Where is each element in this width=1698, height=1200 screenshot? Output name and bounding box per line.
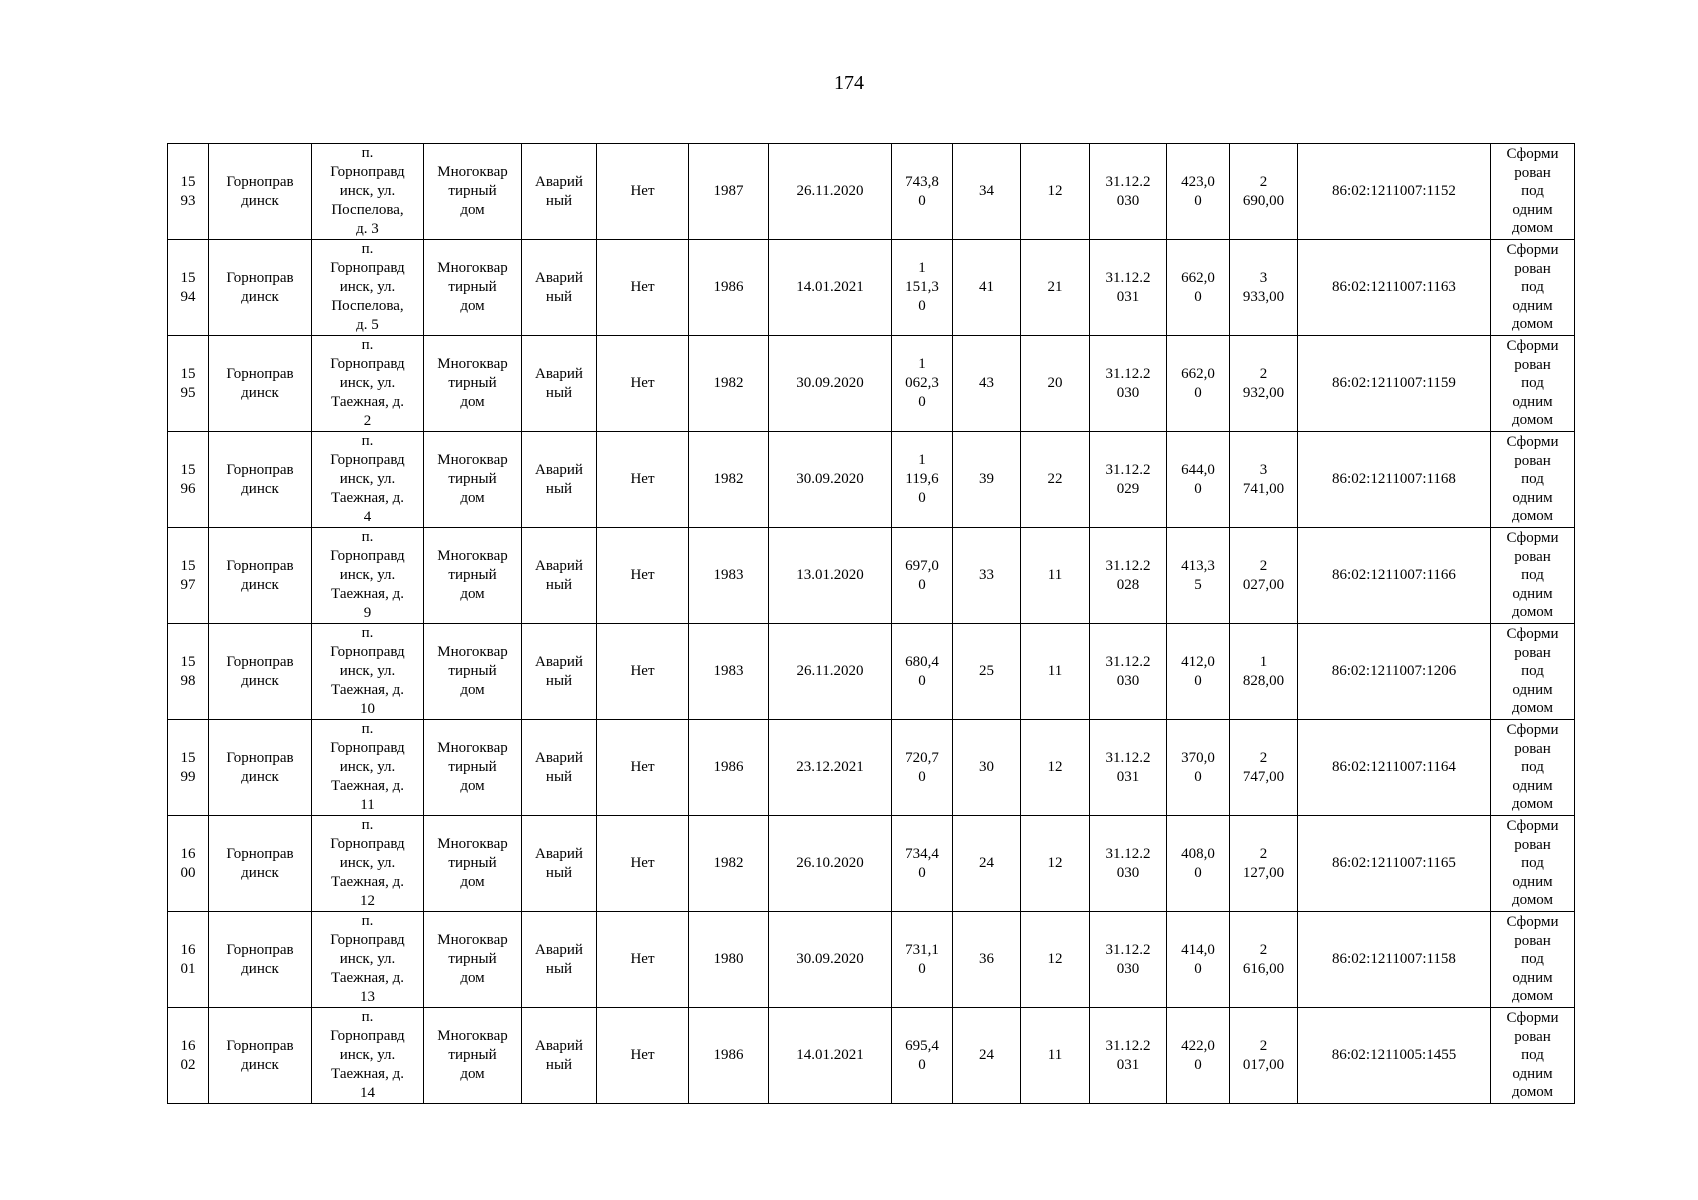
cell-cost: 2 747,00 [1230, 720, 1298, 816]
cell-year: 1982 [689, 816, 769, 912]
cell-cadastral: 86:02:1211007:1165 [1298, 816, 1491, 912]
cell-apartments: 21 [1021, 240, 1090, 336]
cell-cost: 1 828,00 [1230, 624, 1298, 720]
cell-date: 26.11.2020 [769, 624, 892, 720]
cell-num: 15 99 [168, 720, 209, 816]
cell-condition: Аварий ный [522, 1008, 597, 1104]
cell-type: Многоквар тирный дом [424, 816, 522, 912]
cell-area2: 662,0 0 [1167, 336, 1230, 432]
cell-type: Многоквар тирный дом [424, 1008, 522, 1104]
cell-condition: Аварий ный [522, 240, 597, 336]
cell-area: 697,0 0 [892, 528, 953, 624]
cell-condition: Аварий ный [522, 432, 597, 528]
cell-flag: Нет [597, 1008, 689, 1104]
cell-flag: Нет [597, 912, 689, 1008]
cell-address: п. Горноправд инск, ул. Таежная, д. 2 [312, 336, 424, 432]
cell-land: Сформи рован под одним домом [1491, 528, 1575, 624]
cell-apartments: 20 [1021, 336, 1090, 432]
cell-residents: 41 [953, 240, 1021, 336]
cell-area2: 662,0 0 [1167, 240, 1230, 336]
cell-condition: Аварий ный [522, 912, 597, 1008]
cell-locality: Горноправ динск [209, 144, 312, 240]
cell-locality: Горноправ динск [209, 720, 312, 816]
cell-address: п. Горноправд инск, ул. Таежная, д. 11 [312, 720, 424, 816]
page-number: 174 [834, 72, 864, 94]
cell-condition: Аварий ный [522, 144, 597, 240]
cell-land: Сформи рован под одним домом [1491, 912, 1575, 1008]
cell-date: 14.01.2021 [769, 240, 892, 336]
cell-area2: 412,0 0 [1167, 624, 1230, 720]
cell-apartments: 11 [1021, 624, 1090, 720]
cell-area: 743,8 0 [892, 144, 953, 240]
cell-cadastral: 86:02:1211007:1163 [1298, 240, 1491, 336]
cell-address: п. Горноправд инск, ул. Таежная, д. 13 [312, 912, 424, 1008]
cell-cost: 3 741,00 [1230, 432, 1298, 528]
cell-land: Сформи рован под одним домом [1491, 144, 1575, 240]
cell-cadastral: 86:02:1211007:1159 [1298, 336, 1491, 432]
cell-deadline: 31.12.2 031 [1090, 720, 1167, 816]
cell-area: 734,4 0 [892, 816, 953, 912]
cell-cost: 2 932,00 [1230, 336, 1298, 432]
cell-condition: Аварий ный [522, 816, 597, 912]
housing-registry-table [167, 143, 1575, 1104]
cell-flag: Нет [597, 336, 689, 432]
cell-type: Многоквар тирный дом [424, 432, 522, 528]
cell-flag: Нет [597, 528, 689, 624]
cell-deadline: 31.12.2 029 [1090, 432, 1167, 528]
cell-area: 680,4 0 [892, 624, 953, 720]
cell-area2: 644,0 0 [1167, 432, 1230, 528]
cell-year: 1982 [689, 432, 769, 528]
cell-area2: 414,0 0 [1167, 912, 1230, 1008]
cell-type: Многоквар тирный дом [424, 336, 522, 432]
cell-type: Многоквар тирный дом [424, 240, 522, 336]
cell-type: Многоквар тирный дом [424, 624, 522, 720]
cell-num: 15 96 [168, 432, 209, 528]
cell-year: 1982 [689, 336, 769, 432]
cell-address: п. Горноправд инск, ул. Таежная, д. 12 [312, 816, 424, 912]
cell-cadastral: 86:02:1211007:1158 [1298, 912, 1491, 1008]
cell-deadline: 31.12.2 028 [1090, 528, 1167, 624]
cell-deadline: 31.12.2 030 [1090, 336, 1167, 432]
cell-apartments: 22 [1021, 432, 1090, 528]
cell-apartments: 11 [1021, 528, 1090, 624]
cell-land: Сформи рован под одним домом [1491, 240, 1575, 336]
cell-area2: 413,3 5 [1167, 528, 1230, 624]
cell-land: Сформи рован под одним домом [1491, 336, 1575, 432]
cell-residents: 33 [953, 528, 1021, 624]
table-row [168, 624, 1575, 720]
cell-deadline: 31.12.2 030 [1090, 912, 1167, 1008]
table-row [168, 336, 1575, 432]
cell-cost: 2 690,00 [1230, 144, 1298, 240]
cell-cost: 2 616,00 [1230, 912, 1298, 1008]
cell-num: 15 97 [168, 528, 209, 624]
cell-apartments: 12 [1021, 144, 1090, 240]
cell-condition: Аварий ный [522, 624, 597, 720]
cell-residents: 24 [953, 816, 1021, 912]
cell-year: 1986 [689, 1008, 769, 1104]
cell-condition: Аварий ный [522, 528, 597, 624]
cell-date: 23.12.2021 [769, 720, 892, 816]
cell-flag: Нет [597, 240, 689, 336]
cell-year: 1987 [689, 144, 769, 240]
cell-residents: 24 [953, 1008, 1021, 1104]
table-row [168, 528, 1575, 624]
cell-flag: Нет [597, 432, 689, 528]
cell-cadastral: 86:02:1211007:1152 [1298, 144, 1491, 240]
cell-date: 30.09.2020 [769, 336, 892, 432]
cell-num: 15 95 [168, 336, 209, 432]
table-row [168, 912, 1575, 1008]
cell-area2: 423,0 0 [1167, 144, 1230, 240]
table-row [168, 240, 1575, 336]
cell-land: Сформи рован под одним домом [1491, 1008, 1575, 1104]
cell-address: п. Горноправд инск, ул. Таежная, д. 10 [312, 624, 424, 720]
cell-cadastral: 86:02:1211007:1168 [1298, 432, 1491, 528]
cell-locality: Горноправ динск [209, 240, 312, 336]
cell-cadastral: 86:02:1211005:1455 [1298, 1008, 1491, 1104]
cell-date: 30.09.2020 [769, 432, 892, 528]
cell-flag: Нет [597, 816, 689, 912]
table-row [168, 1008, 1575, 1104]
cell-area2: 422,0 0 [1167, 1008, 1230, 1104]
cell-area: 1 062,3 0 [892, 336, 953, 432]
cell-residents: 30 [953, 720, 1021, 816]
cell-date: 30.09.2020 [769, 912, 892, 1008]
cell-date: 26.10.2020 [769, 816, 892, 912]
cell-deadline: 31.12.2 030 [1090, 624, 1167, 720]
cell-num: 15 94 [168, 240, 209, 336]
cell-locality: Горноправ динск [209, 624, 312, 720]
cell-cost: 2 127,00 [1230, 816, 1298, 912]
cell-type: Многоквар тирный дом [424, 528, 522, 624]
cell-apartments: 12 [1021, 720, 1090, 816]
cell-year: 1983 [689, 624, 769, 720]
cell-deadline: 31.12.2 030 [1090, 816, 1167, 912]
cell-address: п. Горноправд инск, ул. Таежная, д. 4 [312, 432, 424, 528]
cell-cadastral: 86:02:1211007:1166 [1298, 528, 1491, 624]
table-row [168, 432, 1575, 528]
cell-land: Сформи рован под одним домом [1491, 720, 1575, 816]
cell-area2: 370,0 0 [1167, 720, 1230, 816]
cell-area2: 408,0 0 [1167, 816, 1230, 912]
cell-area: 695,4 0 [892, 1008, 953, 1104]
cell-land: Сформи рован под одним домом [1491, 624, 1575, 720]
cell-area: 1 151,3 0 [892, 240, 953, 336]
cell-deadline: 31.12.2 031 [1090, 240, 1167, 336]
cell-year: 1986 [689, 720, 769, 816]
cell-year: 1983 [689, 528, 769, 624]
cell-condition: Аварий ный [522, 336, 597, 432]
cell-address: п. Горноправд инск, ул. Поспелова, д. 3 [312, 144, 424, 240]
cell-land: Сформи рован под одним домом [1491, 432, 1575, 528]
cell-residents: 43 [953, 336, 1021, 432]
cell-locality: Горноправ динск [209, 336, 312, 432]
cell-type: Многоквар тирный дом [424, 720, 522, 816]
cell-apartments: 12 [1021, 912, 1090, 1008]
table-row [168, 816, 1575, 912]
cell-cadastral: 86:02:1211007:1206 [1298, 624, 1491, 720]
cell-num: 16 00 [168, 816, 209, 912]
cell-residents: 34 [953, 144, 1021, 240]
cell-type: Многоквар тирный дом [424, 912, 522, 1008]
cell-residents: 25 [953, 624, 1021, 720]
cell-cadastral: 86:02:1211007:1164 [1298, 720, 1491, 816]
cell-cost: 3 933,00 [1230, 240, 1298, 336]
cell-residents: 36 [953, 912, 1021, 1008]
cell-flag: Нет [597, 720, 689, 816]
cell-locality: Горноправ динск [209, 816, 312, 912]
table-body [168, 144, 1575, 1104]
cell-locality: Горноправ динск [209, 432, 312, 528]
cell-cost: 2 017,00 [1230, 1008, 1298, 1104]
cell-num: 15 98 [168, 624, 209, 720]
table-row [168, 144, 1575, 240]
cell-date: 14.01.2021 [769, 1008, 892, 1104]
cell-condition: Аварий ный [522, 720, 597, 816]
cell-apartments: 11 [1021, 1008, 1090, 1104]
cell-locality: Горноправ динск [209, 912, 312, 1008]
cell-locality: Горноправ динск [209, 528, 312, 624]
cell-address: п. Горноправд инск, ул. Таежная, д. 9 [312, 528, 424, 624]
cell-cost: 2 027,00 [1230, 528, 1298, 624]
cell-num: 16 01 [168, 912, 209, 1008]
cell-flag: Нет [597, 624, 689, 720]
cell-date: 26.11.2020 [769, 144, 892, 240]
cell-num: 16 02 [168, 1008, 209, 1104]
cell-locality: Горноправ динск [209, 1008, 312, 1104]
cell-address: п. Горноправд инск, ул. Таежная, д. 14 [312, 1008, 424, 1104]
cell-year: 1986 [689, 240, 769, 336]
cell-land: Сформи рован под одним домом [1491, 816, 1575, 912]
cell-flag: Нет [597, 144, 689, 240]
cell-date: 13.01.2020 [769, 528, 892, 624]
cell-deadline: 31.12.2 030 [1090, 144, 1167, 240]
cell-apartments: 12 [1021, 816, 1090, 912]
cell-year: 1980 [689, 912, 769, 1008]
cell-area: 720,7 0 [892, 720, 953, 816]
cell-deadline: 31.12.2 031 [1090, 1008, 1167, 1104]
cell-type: Многоквар тирный дом [424, 144, 522, 240]
table-row [168, 720, 1575, 816]
cell-address: п. Горноправд инск, ул. Поспелова, д. 5 [312, 240, 424, 336]
cell-num: 15 93 [168, 144, 209, 240]
cell-residents: 39 [953, 432, 1021, 528]
cell-area: 731,1 0 [892, 912, 953, 1008]
cell-area: 1 119,6 0 [892, 432, 953, 528]
